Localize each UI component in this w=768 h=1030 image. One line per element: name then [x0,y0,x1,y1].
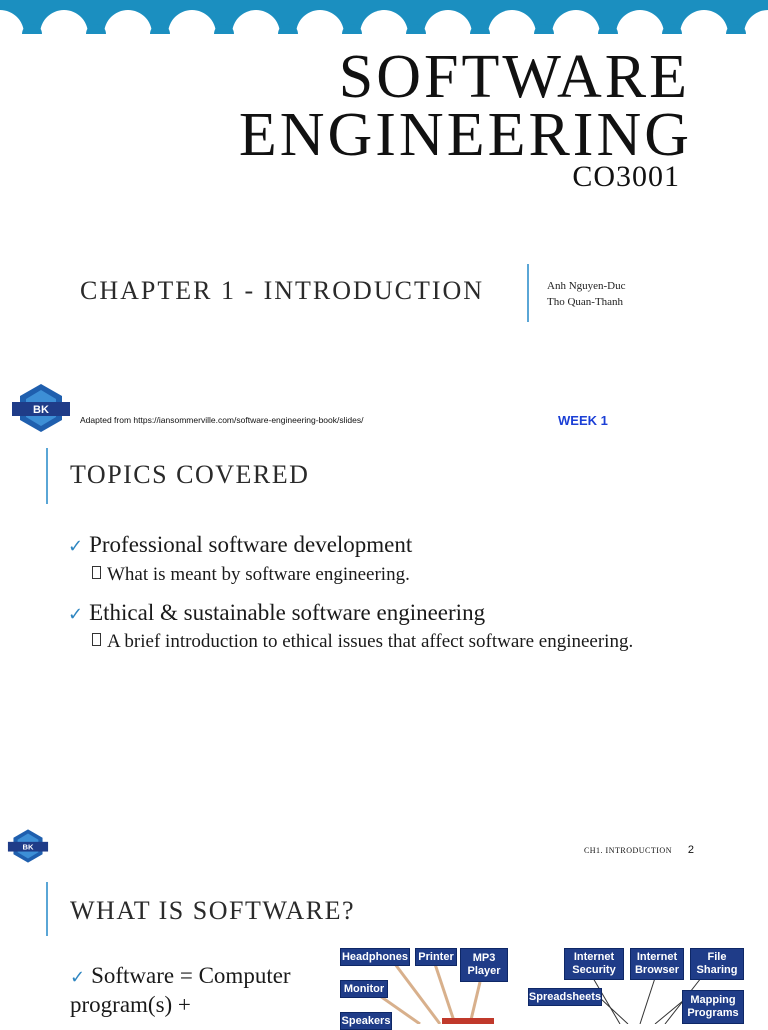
diagram-tag-mapping-programs: Mapping Programs [682,990,744,1024]
footer-chapter: CH1. INTRODUCTION [583,846,672,855]
bk-logo-icon [10,382,72,434]
topics-slide [0,440,768,870]
title-accent-line [46,448,48,504]
bullet-item [68,600,485,626]
logo-text: BK [33,404,49,416]
diagram-connectors [0,870,768,1024]
diagram-tag-spreadsheets: Spreadsheets [528,988,602,1006]
title-line-2: ENGINEERING [238,101,692,169]
title-slide [0,0,768,440]
square-bullet-icon [92,633,101,646]
checkmark-icon: ✓ [68,536,84,557]
title-line-1: SOFTWARE [338,43,690,111]
diagram-tag-file-sharing: File Sharing [690,948,744,980]
diagram-tag-internet-security: Internet Security [564,948,624,980]
bullet-text: Software = Computer program(s) + [70,963,291,1017]
checkmark-icon: ✓ [68,604,84,625]
sub-bullet-item [92,564,410,586]
logo-text: BK [22,842,34,852]
sub-bullet-item [92,631,633,653]
slide-title: WHAT IS SOFTWARE? [70,896,356,925]
checkmark-icon: ✓ [70,967,86,988]
diagram-tag-printer: Printer [415,948,457,966]
diagram-tag-speakers: Speakers [340,1012,392,1030]
diagram-tag-mp3-player: MP3 Player [460,948,508,982]
bullet-item [68,532,412,558]
adapted-from-note: Adapted from https://iansommerville.com/software-engineering-book/slides/ [80,415,364,425]
authors [547,278,626,310]
bullet-text: Professional software development [89,532,413,557]
diagram-tag-internet-browser: Internet Browser [630,948,684,980]
week-label: WEEK 1 [558,413,608,428]
bk-logo-icon [6,828,50,864]
sub-bullet-text: A brief introduction to ethical issues that affect software engineering. [107,631,634,652]
diagram-tag-headphones: Headphones [340,948,410,966]
author-1: Anh Nguyen-Duc [547,280,626,292]
decorative-pattern-band [0,0,768,34]
sub-bullet-text: What is meant by software engineering. [107,564,410,585]
page-number: 2 [687,844,694,856]
diagram-tag-monitor: Monitor [340,980,388,998]
divider-line [527,264,529,322]
slide-title: TOPICS COVERED [70,460,310,489]
bullet-text: Ethical & sustainable software engineering [89,600,486,625]
author-2: Tho Quan-Thanh [547,296,624,308]
square-bullet-icon [92,566,101,579]
course-code: CO3001 [572,160,680,193]
chapter-title: CHAPTER 1 - INTRODUCTION [80,276,485,305]
what-is-software-slide [0,842,768,1027]
